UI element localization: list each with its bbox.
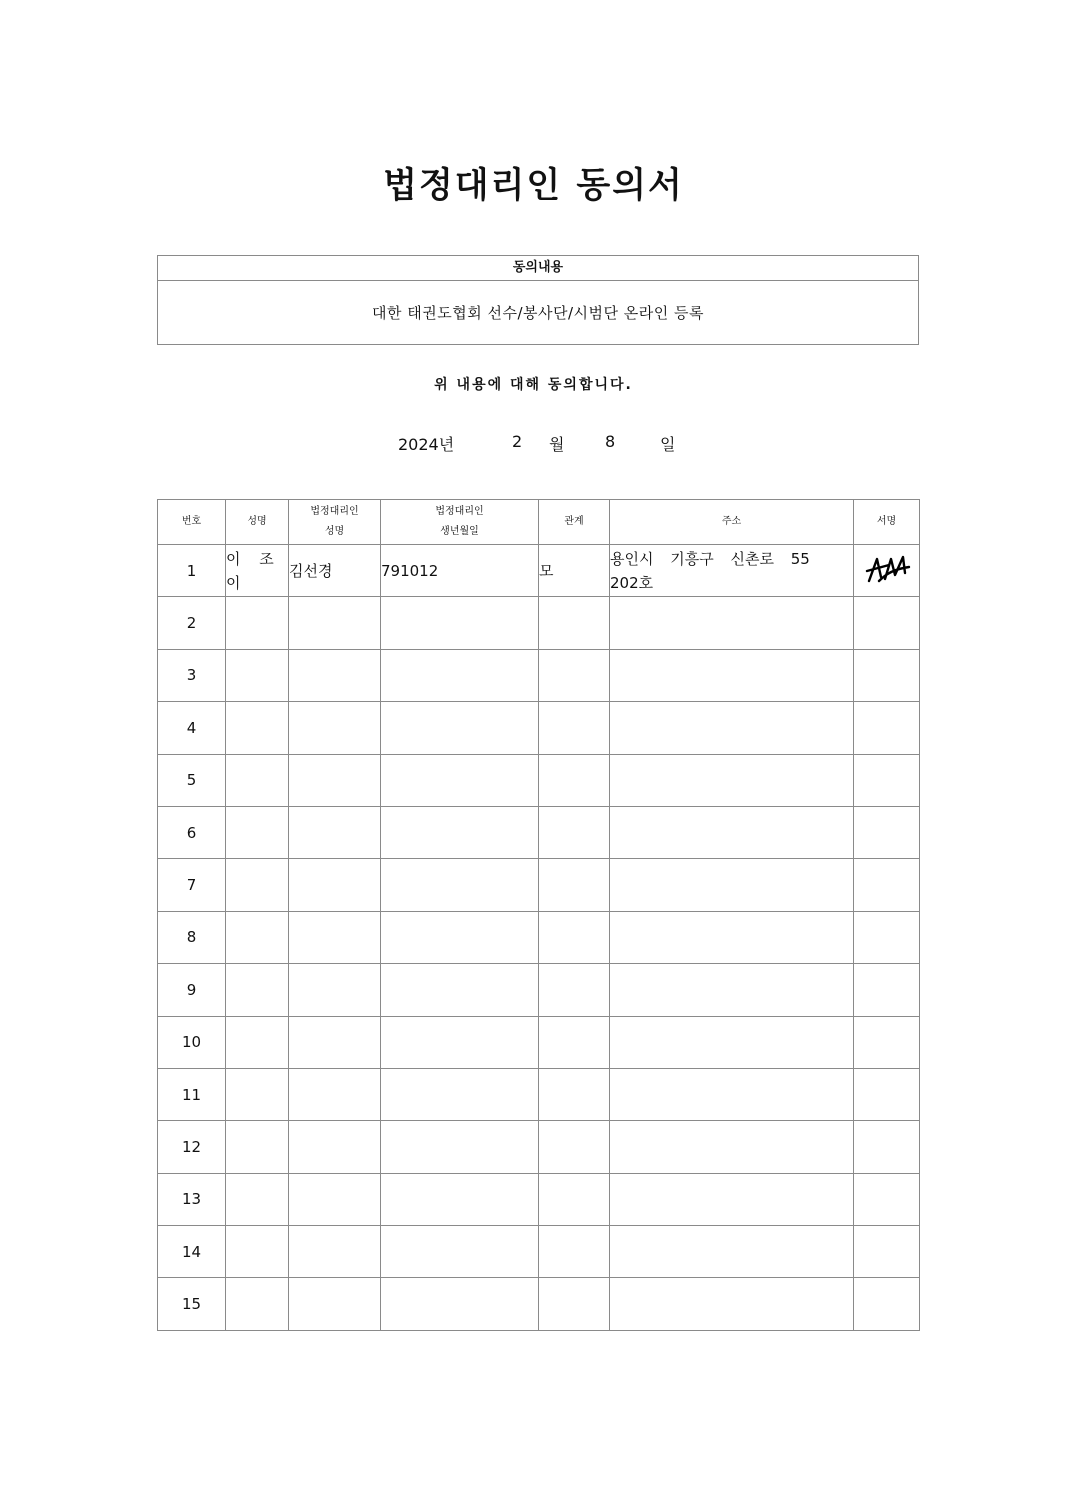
row-relation xyxy=(539,1278,610,1330)
header-guardian-birth xyxy=(381,500,539,545)
row-guardian-name xyxy=(289,1121,381,1173)
row-name xyxy=(226,1226,289,1278)
header-signature: 서명 xyxy=(854,500,920,545)
row-name xyxy=(226,806,289,858)
table-row xyxy=(158,1016,920,1068)
row-signature xyxy=(854,964,920,1016)
row-guardian-birth xyxy=(381,911,539,963)
row-guardian-birth xyxy=(381,806,539,858)
row-relation xyxy=(539,649,610,701)
row-signature xyxy=(854,597,920,649)
row-address xyxy=(610,1278,854,1330)
row-signature xyxy=(854,1173,920,1225)
header-guardian-name xyxy=(289,500,381,545)
row-relation xyxy=(539,964,610,1016)
row-name xyxy=(226,1016,289,1068)
row-guardian-birth xyxy=(381,964,539,1016)
row-name xyxy=(226,754,289,806)
row-address xyxy=(610,1068,854,1120)
header-guardian-name-line1: 법정대리인 xyxy=(310,506,359,517)
row-guardian-name xyxy=(289,964,381,1016)
row-signature xyxy=(854,702,920,754)
table-row xyxy=(158,1173,920,1225)
row-number: 11 xyxy=(158,1068,226,1120)
row-name xyxy=(226,597,289,649)
row-relation xyxy=(539,1016,610,1068)
header-address: 주소 xyxy=(610,500,854,545)
row-guardian-name xyxy=(289,1173,381,1225)
row-signature xyxy=(854,1068,920,1120)
row-guardian-name: 김선경 xyxy=(289,545,381,597)
header-guardian-birth-line1: 법정대리인 xyxy=(435,506,484,517)
consent-header: 동의내용 xyxy=(158,256,918,281)
row-guardian-name xyxy=(289,597,381,649)
row-signature xyxy=(854,1226,920,1278)
row-address xyxy=(610,1016,854,1068)
row-relation xyxy=(539,911,610,963)
row-guardian-birth: 791012 xyxy=(381,545,539,597)
row-signature xyxy=(854,1121,920,1173)
row-address-line1: 용인시 기흥구 신촌로 55 xyxy=(610,549,810,568)
row-number: 7 xyxy=(158,859,226,911)
table-header-row xyxy=(158,500,920,545)
row-signature xyxy=(854,1016,920,1068)
table-row xyxy=(158,1068,920,1120)
row-number: 5 xyxy=(158,754,226,806)
row-number: 13 xyxy=(158,1173,226,1225)
row-signature xyxy=(854,754,920,806)
table-row xyxy=(158,545,920,597)
row-guardian-name xyxy=(289,911,381,963)
date-day-unit: 일 xyxy=(660,435,676,454)
row-guardian-birth xyxy=(381,754,539,806)
row-name xyxy=(226,964,289,1016)
row-number: 10 xyxy=(158,1016,226,1068)
row-guardian-birth xyxy=(381,1016,539,1068)
row-address xyxy=(610,1121,854,1173)
row-number: 15 xyxy=(158,1278,226,1330)
header-no: 번호 xyxy=(158,500,226,545)
row-relation xyxy=(539,1121,610,1173)
row-signature xyxy=(854,1278,920,1330)
row-address xyxy=(610,911,854,963)
document-title: 법정대리인 동의서 xyxy=(383,166,684,206)
row-name-line1: 이 조 xyxy=(226,549,281,568)
row-guardian-birth xyxy=(381,859,539,911)
row-name xyxy=(226,859,289,911)
row-guardian-name xyxy=(289,1068,381,1120)
header-guardian-name-line2: 성명 xyxy=(324,526,345,537)
row-name xyxy=(226,1278,289,1330)
row-guardian-name xyxy=(289,649,381,701)
row-number: 1 xyxy=(158,545,226,597)
date-day: 8 xyxy=(605,432,616,451)
row-relation xyxy=(539,702,610,754)
row-guardian-name xyxy=(289,754,381,806)
date-month: 2 xyxy=(512,432,523,451)
row-number: 12 xyxy=(158,1121,226,1173)
table-row xyxy=(158,859,920,911)
row-address xyxy=(610,649,854,701)
row-guardian-name xyxy=(289,1278,381,1330)
row-guardian-name xyxy=(289,1226,381,1278)
row-signature xyxy=(854,545,920,597)
row-guardian-birth xyxy=(381,1068,539,1120)
row-name xyxy=(226,545,289,597)
row-name-line2: 이 xyxy=(226,573,248,592)
row-address xyxy=(610,859,854,911)
row-guardian-name xyxy=(289,1016,381,1068)
row-address xyxy=(610,1173,854,1225)
date-year: 2024년 xyxy=(398,435,455,454)
header-guardian-birth-line2: 생년월일 xyxy=(440,526,479,537)
table-row xyxy=(158,754,920,806)
table-row xyxy=(158,702,920,754)
row-name xyxy=(226,702,289,754)
row-name xyxy=(226,1173,289,1225)
row-number: 2 xyxy=(158,597,226,649)
row-guardian-birth xyxy=(381,597,539,649)
row-address xyxy=(610,964,854,1016)
table-row xyxy=(158,911,920,963)
row-address xyxy=(610,545,854,597)
table-row xyxy=(158,806,920,858)
row-relation xyxy=(539,1173,610,1225)
agreement-statement: 위 내용에 대해 동의합니다. xyxy=(434,377,633,393)
row-name xyxy=(226,649,289,701)
row-guardian-name xyxy=(289,806,381,858)
row-guardian-name xyxy=(289,702,381,754)
row-signature xyxy=(854,859,920,911)
guardian-table xyxy=(157,499,920,1331)
header-name: 성명 xyxy=(226,500,289,545)
row-address xyxy=(610,1226,854,1278)
row-guardian-birth xyxy=(381,1278,539,1330)
row-number: 9 xyxy=(158,964,226,1016)
row-address xyxy=(610,754,854,806)
table-row xyxy=(158,964,920,1016)
consent-box xyxy=(157,255,919,345)
date-month-unit: 월 xyxy=(549,435,565,454)
row-relation xyxy=(539,1068,610,1120)
row-relation xyxy=(539,1226,610,1278)
row-guardian-birth xyxy=(381,649,539,701)
row-signature xyxy=(854,911,920,963)
header-relation: 관계 xyxy=(539,500,610,545)
row-name xyxy=(226,1068,289,1120)
table-row xyxy=(158,1226,920,1278)
signature-mark xyxy=(859,551,915,587)
row-relation xyxy=(539,859,610,911)
table-row xyxy=(158,597,920,649)
table-row xyxy=(158,1121,920,1173)
consent-content: 대한 태권도협회 선수/봉사단/시범단 온라인 등록 xyxy=(372,304,704,322)
row-relation xyxy=(539,754,610,806)
row-signature xyxy=(854,806,920,858)
row-relation xyxy=(539,597,610,649)
row-number: 4 xyxy=(158,702,226,754)
table-row xyxy=(158,1278,920,1330)
row-address-line2: 202호 xyxy=(610,573,654,592)
table-row xyxy=(158,649,920,701)
row-address xyxy=(610,597,854,649)
row-address xyxy=(610,806,854,858)
row-number: 6 xyxy=(158,806,226,858)
row-number: 14 xyxy=(158,1226,226,1278)
row-guardian-birth xyxy=(381,1173,539,1225)
row-signature xyxy=(854,649,920,701)
row-guardian-birth xyxy=(381,702,539,754)
row-relation: 모 xyxy=(539,545,610,597)
row-guardian-name xyxy=(289,859,381,911)
row-address xyxy=(610,702,854,754)
row-number: 3 xyxy=(158,649,226,701)
row-name xyxy=(226,1121,289,1173)
row-guardian-birth xyxy=(381,1121,539,1173)
row-number: 8 xyxy=(158,911,226,963)
row-relation xyxy=(539,806,610,858)
row-name xyxy=(226,911,289,963)
row-guardian-birth xyxy=(381,1226,539,1278)
